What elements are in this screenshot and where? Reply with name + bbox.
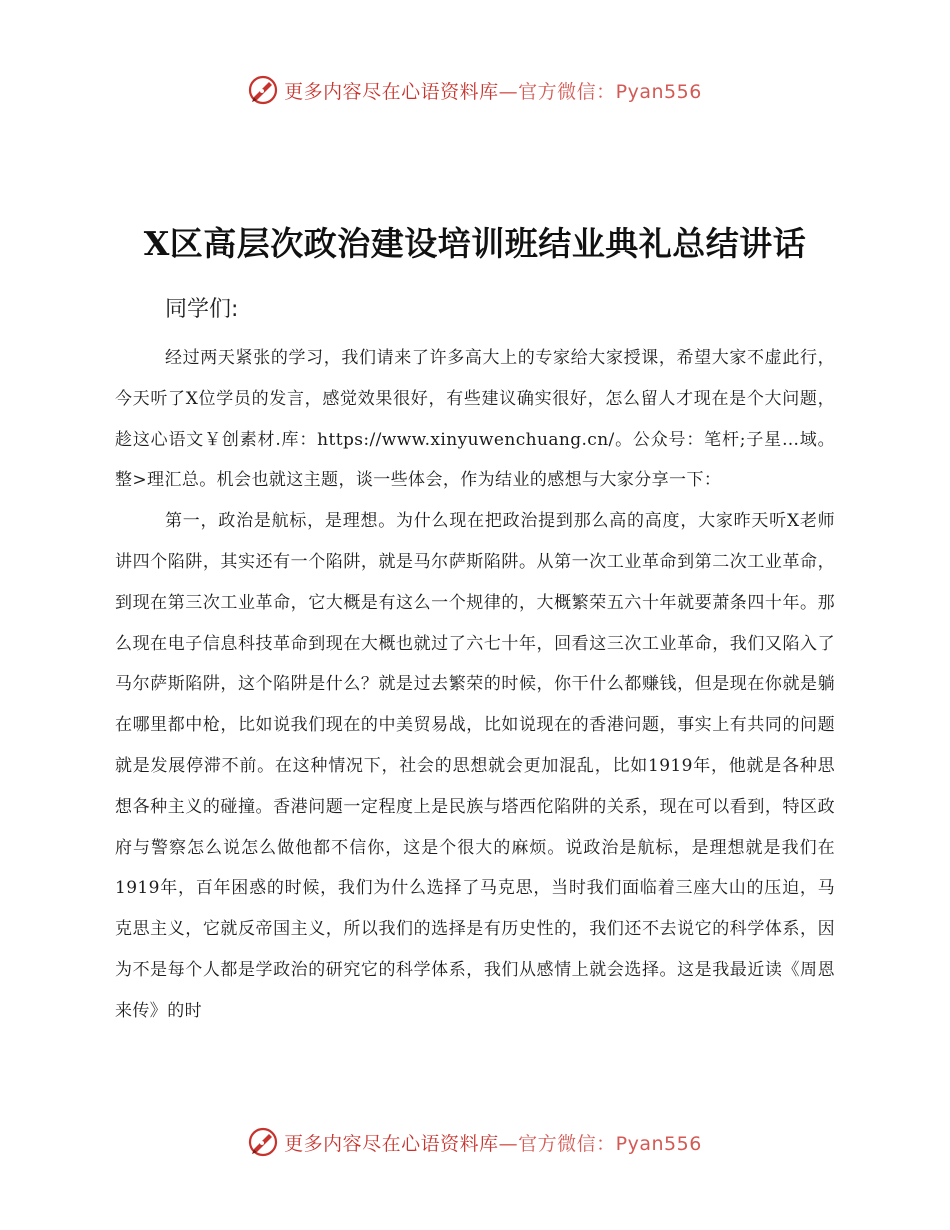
- document-title: X区高层次政治建设培训班结业典礼总结讲话: [143, 224, 807, 263]
- header-banner-main: 更多内容尽在心语资料库: [284, 80, 499, 103]
- greeting: 同学们:: [165, 297, 239, 322]
- header-banner: [0, 70, 950, 110]
- paragraph-1: 经过两天紧张的学习，我们请来了许多高大上的专家给大家授课，希望大家不虚此行，今天听了X位学员的发言，感觉效果很好，有些建议确实很好，怎么留人才现在是个大问题，趁这心语文￥创素材.库：https://www.xinyuwenchuang.cn/。公众号：笔杆;子星…域。整>理汇总。机会也就这主题，谈一些体会，作为结业的感想与大家分享一下：: [115, 348, 835, 491]
- pen-logo-icon: [248, 75, 278, 105]
- footer-banner-wechat: —官方微信：Pyan556: [498, 1132, 702, 1155]
- footer-banner-text: [284, 1129, 702, 1156]
- header-banner-text: [284, 77, 702, 104]
- footer-banner: [0, 1122, 950, 1162]
- paragraph-2: 第一，政治是航标，是理想。为什么现在把政治提到那么高的高度，大家昨天听X老师讲四个陷阱，其实还有一个陷阱，就是马尔萨斯陷阱。从第一次工业革命到第二次工业革命，到现在第三次工业革命，它大概是有这么一个规律的，大概繁荣五六十年就要萧条四十年。那么现在电子信息科技革命到现在大概也就过了六七十年，回看这三次工业革命，我们又陷入了马尔萨斯陷阱，这个陷阱是什么？就是过去繁荣的时候，你干什么都赚钱，但是现在你就是躺在哪里都中枪，比如说我们现在的中美贸易战，比如说现在的香港问题，事实上有共同的问题就是发展停滞不前。在这种情况下，社会的思想就会更加混乱，比如1919年，他就是各种思想各种主义的碰撞。香港问题一定程度上是民族与塔西佗陷阱的关系，现在可以看到，特区政府与警察怎么说怎么做他都不信你，这是个很大的麻烦。说政治是航标，是理想就是我们在1919年，百年困惑的时候，我们为什么选择了马克思，当时我们面临着三座大山的压迫，马克思主义，它就反帝国主义，所以我们的选择是有历史性的，我们还不去说它的科学体系，因为不是每个人都是学政治的研究它的科学体系，我们从感情上就会选择。这是我最近读《周恩来传》的时: [115, 511, 835, 1021]
- pen-logo-icon: [248, 1127, 278, 1157]
- footer-banner-main: 更多内容尽在心语资料库: [284, 1132, 499, 1155]
- header-banner-wechat: —官方微信：Pyan556: [498, 80, 702, 103]
- document-body: [115, 288, 835, 1032]
